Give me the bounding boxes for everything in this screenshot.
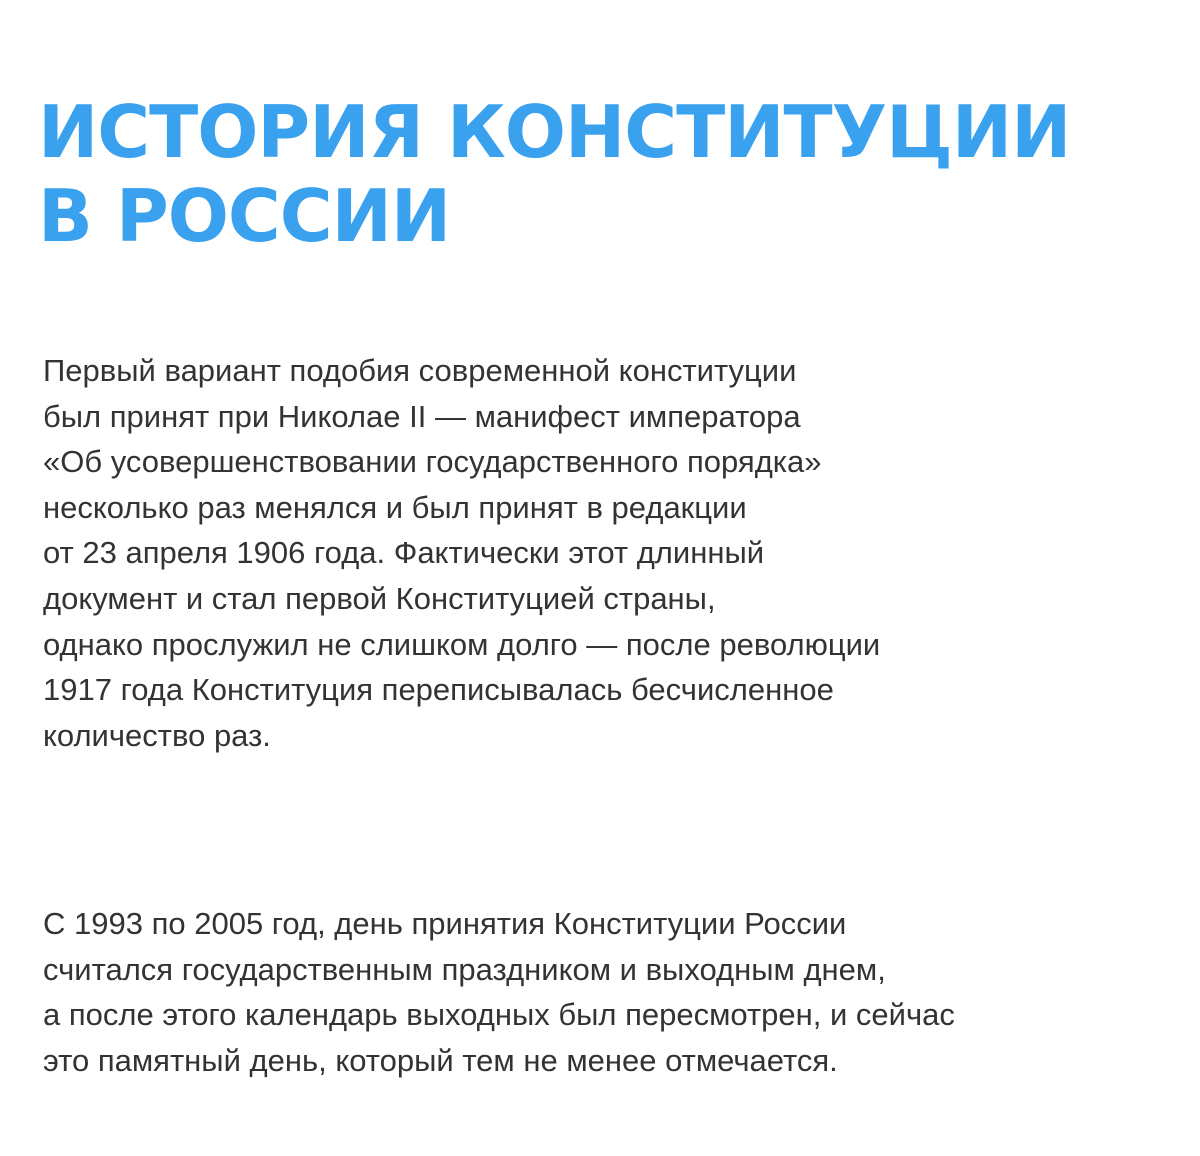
text-line: С 1993 по 2005 год, день принятия Конституции России [43, 906, 847, 941]
text-line: от 23 апреля 1906 года. Фактически этот длинный [43, 535, 765, 571]
text-line: однако прослужил не слишком долго — после революции [43, 626, 881, 662]
text-line: количество раз. [43, 717, 271, 753]
text-line: считался государственным праздником и выходным днем, [43, 951, 886, 987]
text-line: Первый вариант подобия современной конституции [43, 353, 797, 388]
page-title [38, 90, 1158, 258]
title-line-2: В РОССИИ [38, 174, 451, 258]
paragraph-history-1906 [43, 348, 880, 758]
text-line: а после этого календарь выходных был пересмотрен, и сейчас [43, 997, 955, 1033]
text-line: 1917 года Конституция переписывалась бесчисленное [43, 672, 834, 708]
text-line: несколько раз менялся и был принят в редакции [43, 489, 747, 525]
paragraph-holiday-1993 [43, 901, 955, 1083]
title-line-1: ИСТОРИЯ КОНСТИТУЦИИ [38, 90, 1071, 174]
text-line: документ и стал первой Конституцией страны, [43, 580, 716, 616]
text-line: «Об усовершенствовании государственного порядка» [43, 444, 822, 480]
text-line: был принят при Николае II — манифест императора [43, 398, 801, 434]
text-line: это памятный день, который тем не менее отмечается. [43, 1042, 838, 1078]
